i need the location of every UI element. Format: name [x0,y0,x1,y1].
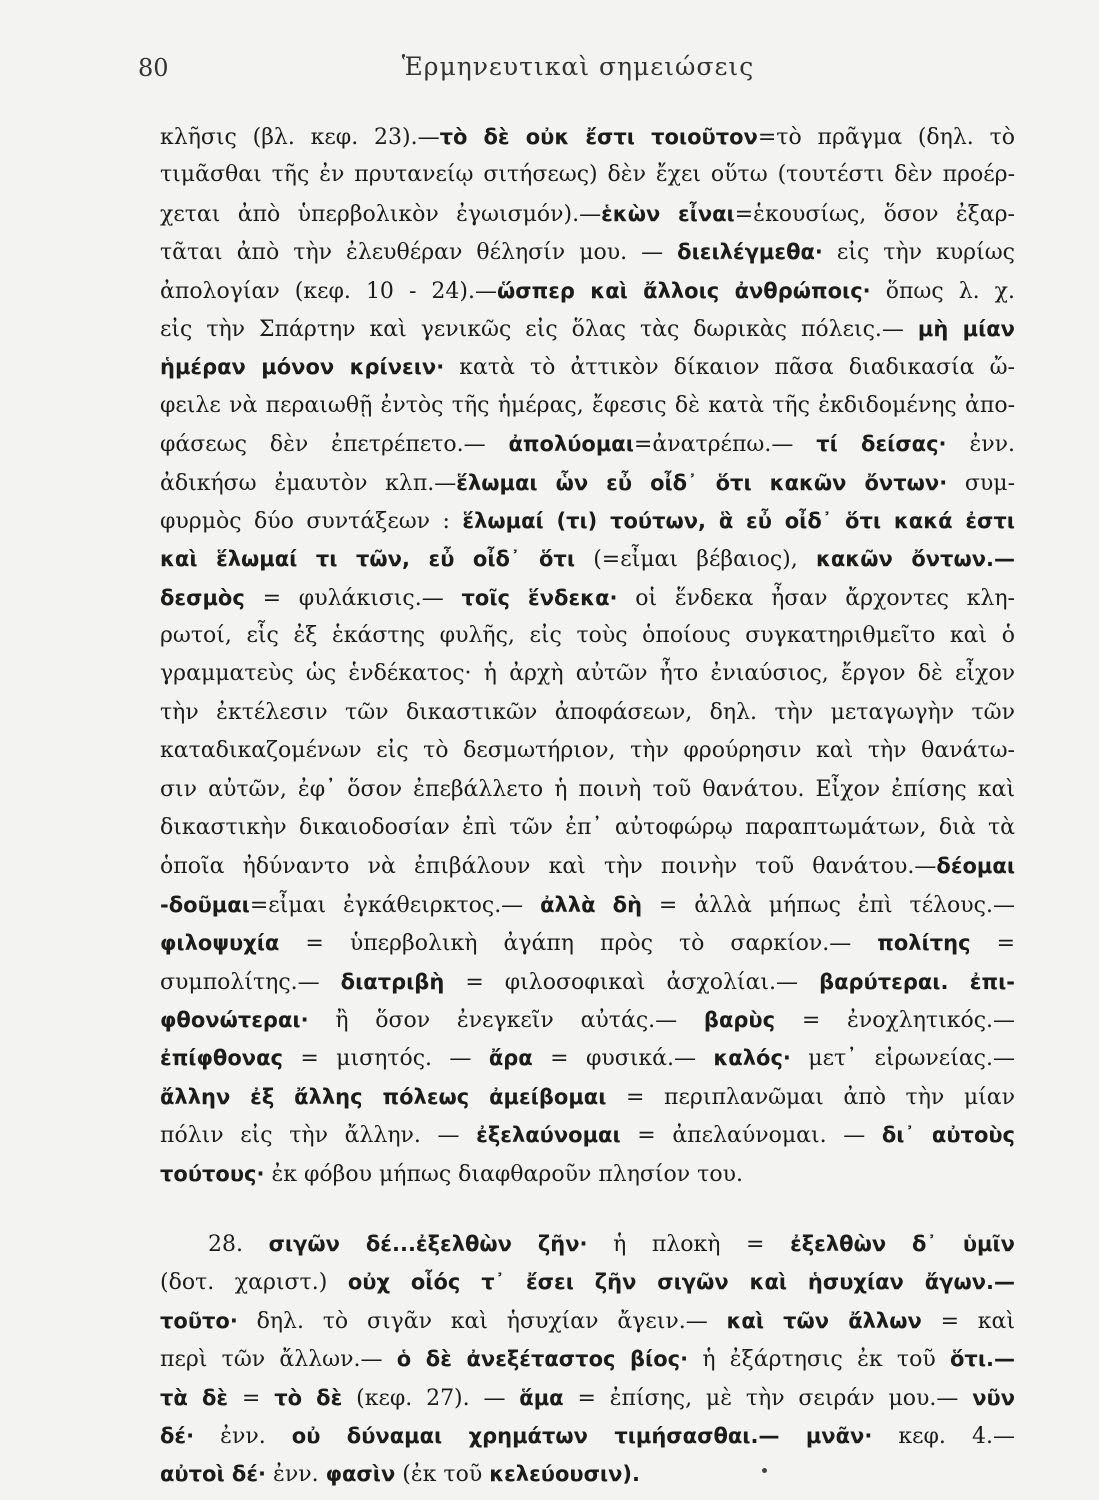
gloss-text: (δοτ. χαριστ.) [160,1270,348,1296]
lemma-bold: ἄλλην ἐξ ἄλλης πόλεως ἀμείβομαι [160,1084,607,1109]
gloss-text: κεφ. 4.— [872,1423,1015,1449]
gloss-text: ρωτοί, εἷς ἐξ ἑκάστης φυλῆς, εἰς τοὺς ὁποίους συγκατηριθμεῖτο καὶ ὁ [160,623,1015,649]
gloss-text: τὴν ἐκτέλεσιν τῶν δικαστικῶν ἀποφάσεων, δηλ. τὴν μεταγωγὴν τῶν [160,699,1015,725]
paragraph-notes-27 [160,118,1015,1193]
gloss-text: =τὸ πρᾶγμα (δηλ. τὸ [757,125,1015,150]
gloss-text: ἐνν. [946,432,1015,458]
gloss-text: οἱ ἕνδεκα ἦσαν ἄρχοντες κλη- [617,585,1015,611]
lemma-bold: ἐξελθὼν δ᾽ ὑμῖν [790,1231,1015,1256]
ink-dot [762,1468,767,1473]
text-line [160,847,1015,885]
lemma-bold: οὐ δύναμαι χρημάτων τιμήσασθαι.— μνᾶν· [291,1423,873,1448]
gloss-text: εἰς τὴν κυρίως [822,240,1015,266]
lemma-bold: ἐξελαύνομαι [476,1123,621,1148]
gloss-text: φάσεως δὲν ἐπετρέπετο.— [160,432,509,458]
gloss-text: χεται ἀπὸ ὑπερβολικὸν ἐγωισμόν).— [160,201,602,227]
text-line [160,540,1015,578]
page-number: 80 [138,54,169,82]
gloss-text: ἀδικήσω ἐμαυτὸν κλπ.— [160,470,457,496]
text-line [160,387,1015,425]
gloss-text: = ἐνοχλητικός.— [775,1007,1015,1033]
text-line [160,1417,1015,1455]
lemma-bold: τὸ δὲ [274,1385,343,1410]
lemma-bold: ἀλλὰ δὴ [540,892,643,917]
gloss-text: τιμᾶσθαι τῆς ἐν πρυτανείῳ σιτήσεως) δὲν ἔχει οὕτω (τουτέστι δὲν προέρ- [160,162,1015,188]
text-line [160,886,1015,924]
gloss-text: πόλιν εἰς τὴν ἄλλην. — [160,1123,477,1149]
gloss-text: ὁποῖα ἠδύναντο νὰ ἐπιβάλουν καὶ τὴν ποινὴν τοῦ θανάτου.— [160,854,937,880]
text-line [160,1116,1015,1154]
lemma-bold: ὥσπερ καὶ ἄλλοις ἀνθρώποις· [497,278,871,303]
gloss-text: = ἐπίσης, μὲ τὴν σειράν μου.— [563,1385,973,1411]
lemma-bold: καὶ τῶν ἄλλων [726,1308,922,1333]
text-line [160,195,1015,233]
lemma-bold: φθονώτεραι· [160,1007,309,1032]
running-title: Ἑρμηνευτικαὶ σημειώσεις [401,52,755,81]
lemma-bold: νῦν [972,1385,1015,1410]
gloss-text: = περιπλανῶμαι ἀπὸ τὴν μίαν [606,1084,1015,1110]
gloss-text: (κεφ. 27). — [342,1385,520,1411]
lemma-bold: -δοῦμαι [160,892,250,917]
text-line [160,1225,1015,1263]
text-line [160,425,1015,463]
lemma-bold: δέ· [160,1423,195,1448]
gloss-text: συμ- [947,470,1015,496]
lemma-bold: βαρύτεραι. ἐπι- [819,969,1015,994]
lemma-bold: βαρὺς [703,1007,776,1032]
text-line [160,502,1015,540]
text-line [160,1379,1015,1417]
lemma-bold: τί δείσας· [816,432,947,457]
text-line [160,1263,1015,1301]
lemma-bold: κελεύουσιν). [489,1462,640,1487]
gloss-text: ἐκ φόβου μήπως διαφθαροῦν πλησίον του. [264,1161,743,1187]
gloss-text: =ἑκουσίως, ὅσον ἐξαρ- [734,201,1015,227]
gloss-text: μετ᾽ εἰρωνείας.— [790,1046,1015,1072]
gloss-text: ἐνν. [194,1423,292,1449]
lemma-bold: δι᾽ αὐτοὺς [881,1123,1015,1148]
gloss-text: = [970,931,1015,957]
lemma-bold: μὴ μίαν [917,316,1015,341]
text-line [160,694,1015,732]
paragraph-gap [160,1193,1015,1225]
text-line [160,809,1015,847]
gloss-text: = ἀπελαύνομαι. — [620,1123,882,1149]
text-line [160,771,1015,809]
paragraph-notes-28 [160,1225,1015,1494]
text-line [160,732,1015,770]
gloss-text: = μισητός. — [282,1046,489,1072]
text-line [160,1340,1015,1378]
text-line [160,963,1015,1001]
lemma-bold: διειλέγμεθα· [677,240,823,265]
lemma-bold: τούτους· [160,1161,265,1186]
gloss-text: (ἐκ τοῦ [395,1462,490,1488]
lemma-bold: φιλοψυχία [160,931,280,956]
gloss-text: γραμματεὺς ὡς ἑνδέκατος· ἡ ἀρχὴ αὐτῶν ἦτο ἐνιαύσιος, ἔργον δὲ εἶχον [160,661,1015,687]
lemma-bold: δεσμὸς [160,585,245,610]
text-line [160,655,1015,693]
text-line [160,156,1015,194]
gloss-text: (=εἶμαι βέβαιος), [575,547,816,573]
gloss-text: περὶ τῶν ἄλλων.— [160,1347,397,1373]
gloss-text: δικαστικὴν δικαιοδοσίαν ἐπὶ τῶν ἐπ᾽ αὐτοφώρῳ παραπτωμάτων, διὰ τὰ [160,815,1015,841]
lemma-bold: σιγῶν δέ...ἐξελθὼν ζῆν· [268,1231,588,1256]
lemma-bold: κακῶν ὄντων.— [815,547,1015,572]
lemma-bold: ὅτι.— [949,1347,1015,1372]
gloss-text: δηλ. τὸ σιγᾶν καὶ ἡσυχίαν ἄγειν.— [237,1308,727,1334]
text-line [160,617,1015,655]
gloss-text: τᾶται ἀπὸ τὴν ἐλευθέραν θέλησίν μου. — [160,240,678,266]
text-line [160,348,1015,386]
gloss-text: συμπολίτης.— [160,969,341,995]
lemma-bold: ὁ δὲ ἀνεξέταστος βίος· [396,1347,689,1372]
text-line [160,233,1015,271]
lemma-bold: ἡμέραν μόνον κρίνειν· [160,355,445,380]
gloss-text: =ἀνατρέπω.— [633,432,817,458]
text-line [160,1455,1015,1493]
gloss-text: = φιλοσοφικαὶ ἀσχολίαι.— [444,969,820,995]
gloss-text: ἐνν. [266,1462,326,1488]
gloss-text: καταδικαζομένων εἰς τὸ δεσμωτήριον, τὴν φρούρησιν καὶ τὴν θανάτω- [160,738,1015,764]
lemma-bold: ἕλωμαί (τι) τούτων, ἃ εὖ οἶδ᾽ ὅτι κακά ἐστι [462,508,1015,533]
gloss-text: ὅπως λ. χ. [870,278,1015,304]
text-line [160,1001,1015,1039]
commentary-text [160,118,1015,1494]
gloss-text: = φυσικά.— [532,1046,714,1072]
running-head [138,48,1018,88]
lemma-bold: πολίτης [877,931,971,956]
text-line [160,310,1015,348]
lemma-bold: δέομαι [936,854,1015,879]
gloss-text: = ἀλλὰ μήπως ἐπὶ τέλους.— [642,892,1015,918]
text-line [160,1302,1015,1340]
lemma-bold: τὸ δὲ οὐκ ἔστι τοιοῦτον [439,125,758,149]
text-line [160,924,1015,962]
text-line [160,579,1015,617]
gloss-text: ἡ ἐξάρτησις ἐκ τοῦ [688,1347,950,1373]
gloss-text: ἀπολογίαν (κεφ. 10 - 24).— [160,278,497,304]
text-line [160,464,1015,502]
lemma-bold: αὐτοὶ δέ· [160,1462,267,1487]
lemma-bold: τὰ δὲ [160,1385,229,1410]
lemma-bold: τοῖς ἕνδεκα· [461,585,618,610]
lemma-bold: οὐχ οἷός τ᾽ ἔσει ζῆν σιγῶν καὶ ἡσυχίαν ἄγων.— [347,1270,1015,1295]
lemma-bold: ἅμα [519,1385,564,1410]
lemma-bold: ἐπίφθονας [160,1046,283,1071]
gloss-text: = ὑπερβολικὴ ἀγάπη πρὸς τὸ σαρκίον.— [279,931,878,957]
gloss-text: σιν αὐτῶν, ἐφ᾽ ὅσον ἐπεβάλλετο ἡ ποινὴ τοῦ θανάτου. Εἶχον ἐπίσης καὶ [160,776,1015,802]
gloss-text: φυρμὸς δύο συντάξεων : [160,508,463,534]
gloss-text: 28. [208,1231,269,1257]
gloss-text: ἢ ὅσον ἐνεγκεῖν αὐτάς.— [308,1007,704,1033]
text-line [160,1155,1015,1193]
lemma-bold: ἄρα [488,1046,533,1071]
lemma-bold: ἑκὼν εἶναι [601,201,735,226]
gloss-text: = καὶ [921,1308,1015,1334]
gloss-text: =εἶμαι ἐγκάθειρκτος.— [249,892,541,918]
gloss-text: φειλε νὰ περαιωθῇ ἐντὸς τῆς ἡμέρας, ἔφεσις δὲ κατὰ τῆς ἐκδιδομένης ἀπο- [160,392,1015,418]
gloss-text: = [228,1385,275,1411]
text-line [160,272,1015,310]
gloss-text: κλῆσις (βλ. κεφ. 23).— [160,125,440,150]
gloss-text: κατὰ τὸ ἀττικὸν δίκαιον πᾶσα διαδικασία ὤ- [444,355,1015,381]
gloss-text: ἡ πλοκὴ = [587,1231,791,1257]
lemma-bold: φασὶν [325,1462,396,1487]
lemma-bold: ἀπολύομαι [508,432,634,457]
lemma-bold: ἕλωμαι ὧν εὖ οἶδ᾽ ὅτι κακῶν ὄντων· [456,470,948,495]
gloss-text: εἰς τὴν Σπάρτην καὶ γενικῶς εἰς ὅλας τὰς δωρικὰς πόλεις.— [160,316,918,342]
lemma-bold: τοῦτο· [160,1308,238,1333]
gloss-text: = φυλάκισις.— [244,585,462,611]
lemma-bold: καλός· [713,1046,791,1071]
text-line [160,118,1015,156]
lemma-bold: καὶ ἕλωμαί τι τῶν, εὖ οἶδ᾽ ὅτι [160,547,575,572]
text-line [160,1078,1015,1116]
lemma-bold: διατριβὴ [340,969,445,994]
text-line [160,1039,1015,1077]
